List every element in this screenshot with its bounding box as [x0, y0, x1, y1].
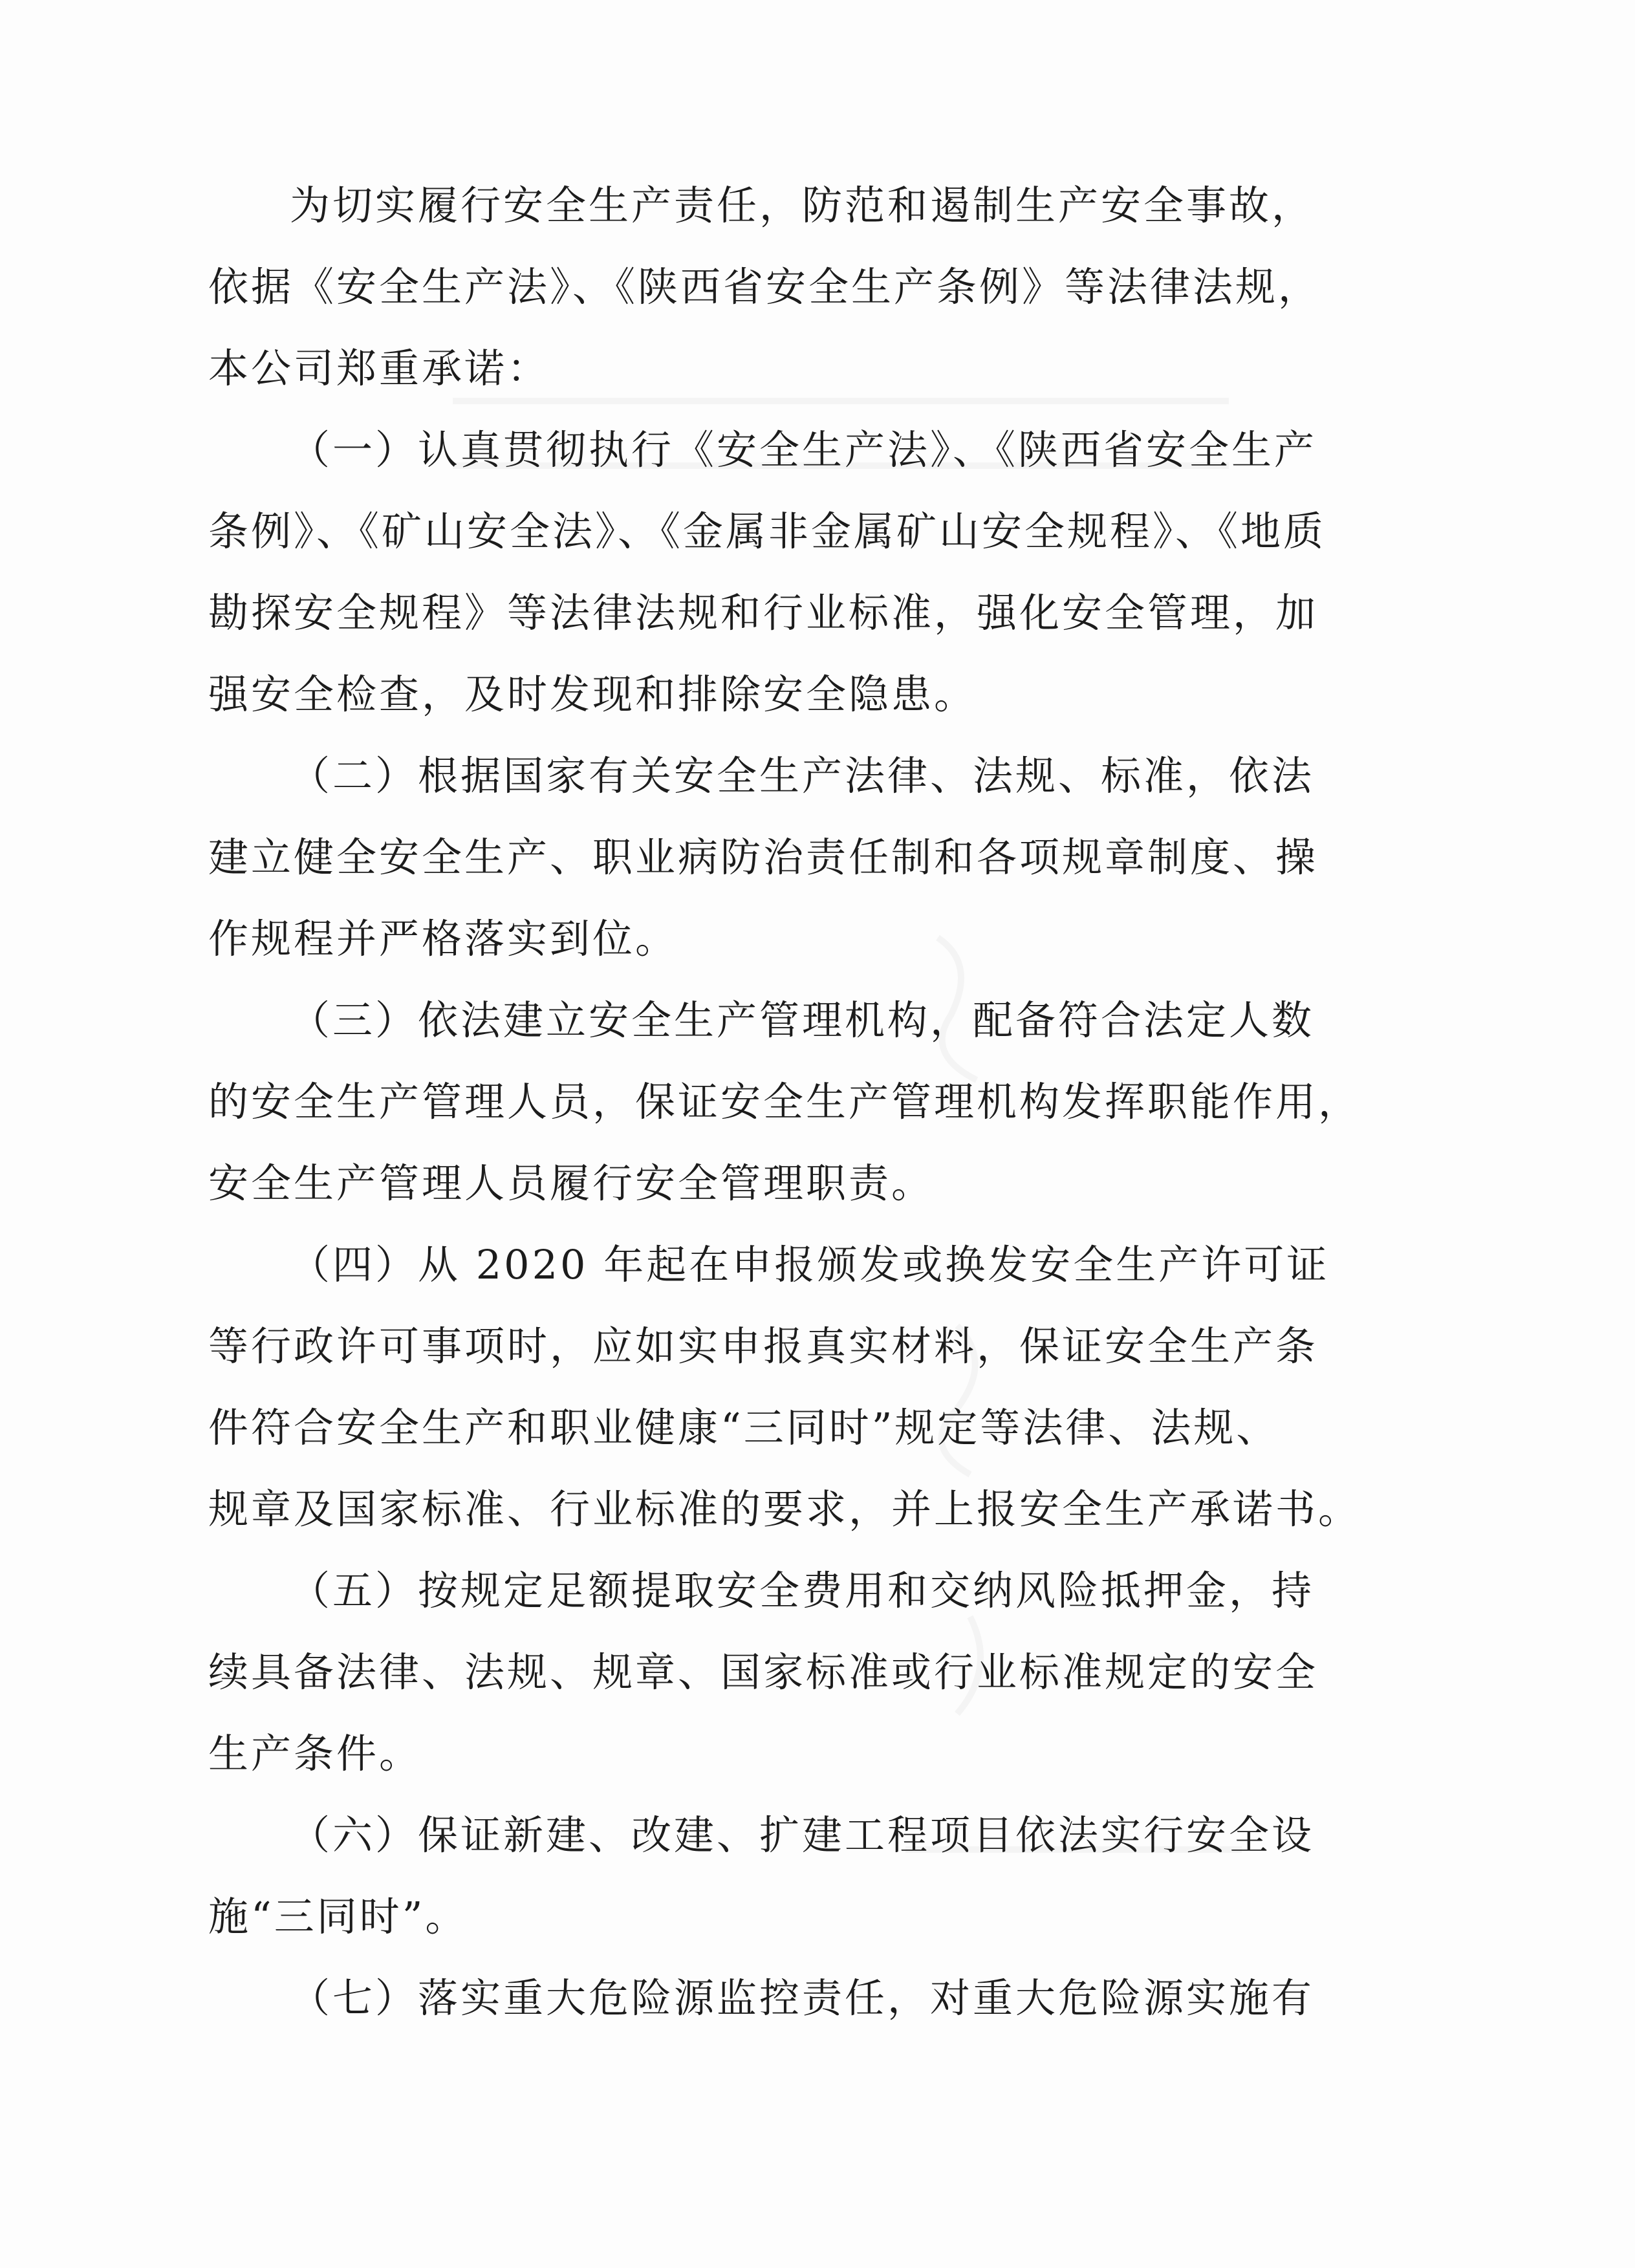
- text-line: 建立健全安全生产、职业病防治责任制和各项规章制度、操: [208, 834, 1319, 881]
- text-line: （三）依法建立安全生产管理机构，配备符合法定人数: [290, 997, 1315, 1044]
- text-line: （一）认真贯彻执行《安全生产法》、《陕西省安全生产: [290, 426, 1317, 473]
- paragraph-item-2: [208, 735, 1330, 980]
- text-line: 本公司郑重承诺：: [208, 345, 550, 392]
- text-line: 依据《安全生产法》、《陕西省安全生产条例》等法律法规，: [208, 263, 1321, 310]
- text-line: 为切实履行安全生产责任，防范和遏制生产安全事故，: [290, 182, 1315, 229]
- text-line: 安全生产管理人员履行安全管理职责。: [208, 1160, 935, 1207]
- text-line: 件符合安全生产和职业健康“三同时”规定等法律、法规、: [208, 1404, 1279, 1451]
- text-line: 施“三同时”。: [208, 1893, 468, 1940]
- paragraph-intro: [208, 165, 1330, 409]
- text-line: 条例》、《矿山安全法》、《金属非金属矿山安全规程》、《地质: [208, 508, 1326, 555]
- paragraph-item-4: [208, 1224, 1361, 1550]
- text-line: 等行政许可事项时，应如实申报真实材料，保证安全生产条: [208, 1323, 1319, 1370]
- paragraph-item-1: [208, 409, 1330, 735]
- text-line: （六）保证新建、改建、扩建工程项目依法实行安全设: [290, 1811, 1315, 1859]
- paragraph-item-6: [208, 1795, 1330, 1958]
- text-line: 的安全生产管理人员，保证安全生产管理机构发挥职能作用，: [208, 1078, 1361, 1125]
- text-line: 勘探安全规程》等法律法规和行业标准，强化安全管理，加: [208, 589, 1319, 636]
- text-line: （五）按规定足额提取安全费用和交纳风险抵押金，持: [290, 1567, 1315, 1614]
- text-line: 强安全检查，及时发现和排除安全隐患。: [208, 671, 977, 718]
- commitment-text: [208, 165, 1361, 2039]
- paragraph-item-7: [208, 1958, 1330, 2039]
- text-line: （四）从 2020 年起在申报颁发或换发安全生产许可证: [290, 1241, 1330, 1288]
- paragraph-item-3: [208, 980, 1361, 1224]
- text-line: 规章及国家标准、行业标准的要求，并上报安全生产承诺书。: [208, 1485, 1361, 1533]
- text-line: 作规程并严格落实到位。: [208, 915, 678, 962]
- text-line: （二）根据国家有关安全生产法律、法规、标准，依法: [290, 752, 1315, 799]
- paragraph-item-5: [208, 1550, 1330, 1795]
- text-line: （七）落实重大危险源监控责任，对重大危险源实施有: [290, 1974, 1315, 2022]
- text-line: 续具备法律、法规、规章、国家标准或行业标准规定的安全: [208, 1648, 1319, 1696]
- text-line: 生产条件。: [208, 1730, 422, 1777]
